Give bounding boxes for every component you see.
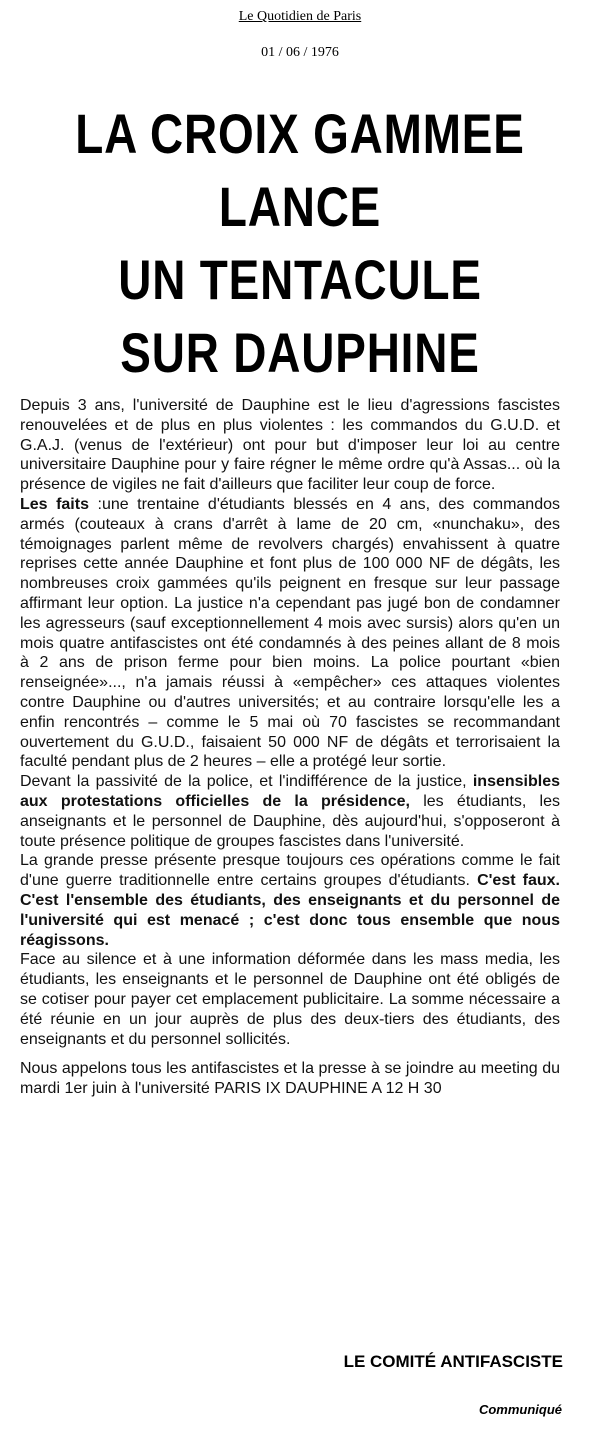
press-bold: C'est faux. C'est l'ensemble des étudiants, des enseignants et du personnel de l'université qui est menacé ; c'est donc tous ensemble que nous réagissons. (20, 872, 561, 949)
publication-date: 01 / 06 / 1976 (261, 45, 339, 60)
paragraph-intro: Depuis 3 ans, l'université de Dauphine est le lieu d'agressions fascistes renouvelées et de plus en plus violentes : les commandos du G.U.D. et G.A.J. (venus de l'extérieur) ont pour but d'imposer leur loi au centre universitaire Dauphine pour y faire régner le même ordre qu'à Assas... où la présence de vigiles ne fait d'ailleurs que faciliter leur coup de force. (20, 397, 560, 494)
headline-line: UN TENTACULE (118, 248, 482, 311)
newspaper-source: Le Quotidien de Paris (238, 9, 362, 24)
paragraph-press (20, 851, 560, 950)
facts-text: :une trentaine d'étudiants blessés en 4 ans, des commandos armés (couteaux à crans d'arrêt à lame de 20 cm, «nunchaku», des témoignages parlent même de revolvers chargés) envahissent à quatre reprises cette année Dauphine et font plus de 100 000 NF de dégâts, les nombreuses croix gammées qu'ils peignent en fresque sur leur passage affirmant leur option. La justice n'a cependant pas jugé bon de condamner les agresseurs (sauf exceptionnellement 4 mois avec sursis) alors qu'en un mois quatre antifascistes ont été condamnés à des peines allant de 8 mois à 2 ans de prison ferme pour bien moins. La police pourtant «bien renseignée»..., n'a jamais réussi à «empêcher» ces attaques violentes contre Dauphine ou d'autres universités; et au contraire lorsqu'elle les a enfin rencontrés – comme le 5 mai où 70 fascistes se recommandant ouvertement du G.U.D., faisaient 50 000 NF de dégâts et terrorisaient la faculté pendant plus de 2 heures – elle a protégé leur sortie. (20, 495, 560, 771)
paragraph-call: Nous appelons tous les antifascistes et la presse à se joindre au meeting du mardi 1er juin à l'université PARIS IX DAUPHINE A 12 H 30 (20, 1060, 560, 1098)
press-text: La grande presse présente presque toujours ces opérations comme le fait d'une guerre traditionnelle entre certains groupes d'étudiants. (20, 852, 560, 890)
facts-lead: Les faits (20, 495, 89, 513)
stance-bold: insensibles aux protestations officielles de la présidence, (20, 773, 560, 810)
paragraph-facts (20, 495, 560, 772)
paragraph-stance (20, 772, 560, 851)
headline-line: SUR DAUPHINE (120, 321, 480, 384)
credit-label: Communiqué (478, 1402, 562, 1417)
stance-text-end: les étudiants, les anseignants et le personnel de Dauphine, dès aujourd'hui, s'opposeront à toute présence politique de groupes fascistes dans l'université. (20, 792, 561, 850)
signature: LE COMITÉ ANTIFASCISTE (343, 1352, 563, 1371)
headline (54, 97, 546, 389)
headline-line: LA CROIX GAMMEE (75, 102, 525, 165)
headline-line: LANCE (218, 175, 382, 238)
paragraph-funding: Face au silence et à une information déformée dans les mass media, les étudiants, les enseignants et le personnel de Dauphine ont été obligés de se cotiser pour payer cet emplacement publicitaire. La somme nécessaire a été réunie en un jour auprès de plus des deux-tiers des étudiants, des enseignants et du personnel sollicités. (20, 951, 560, 1048)
stance-text: Devant la passivité de la police, et l'indifférence de la justice, (20, 773, 473, 791)
article-body (20, 396, 560, 1099)
